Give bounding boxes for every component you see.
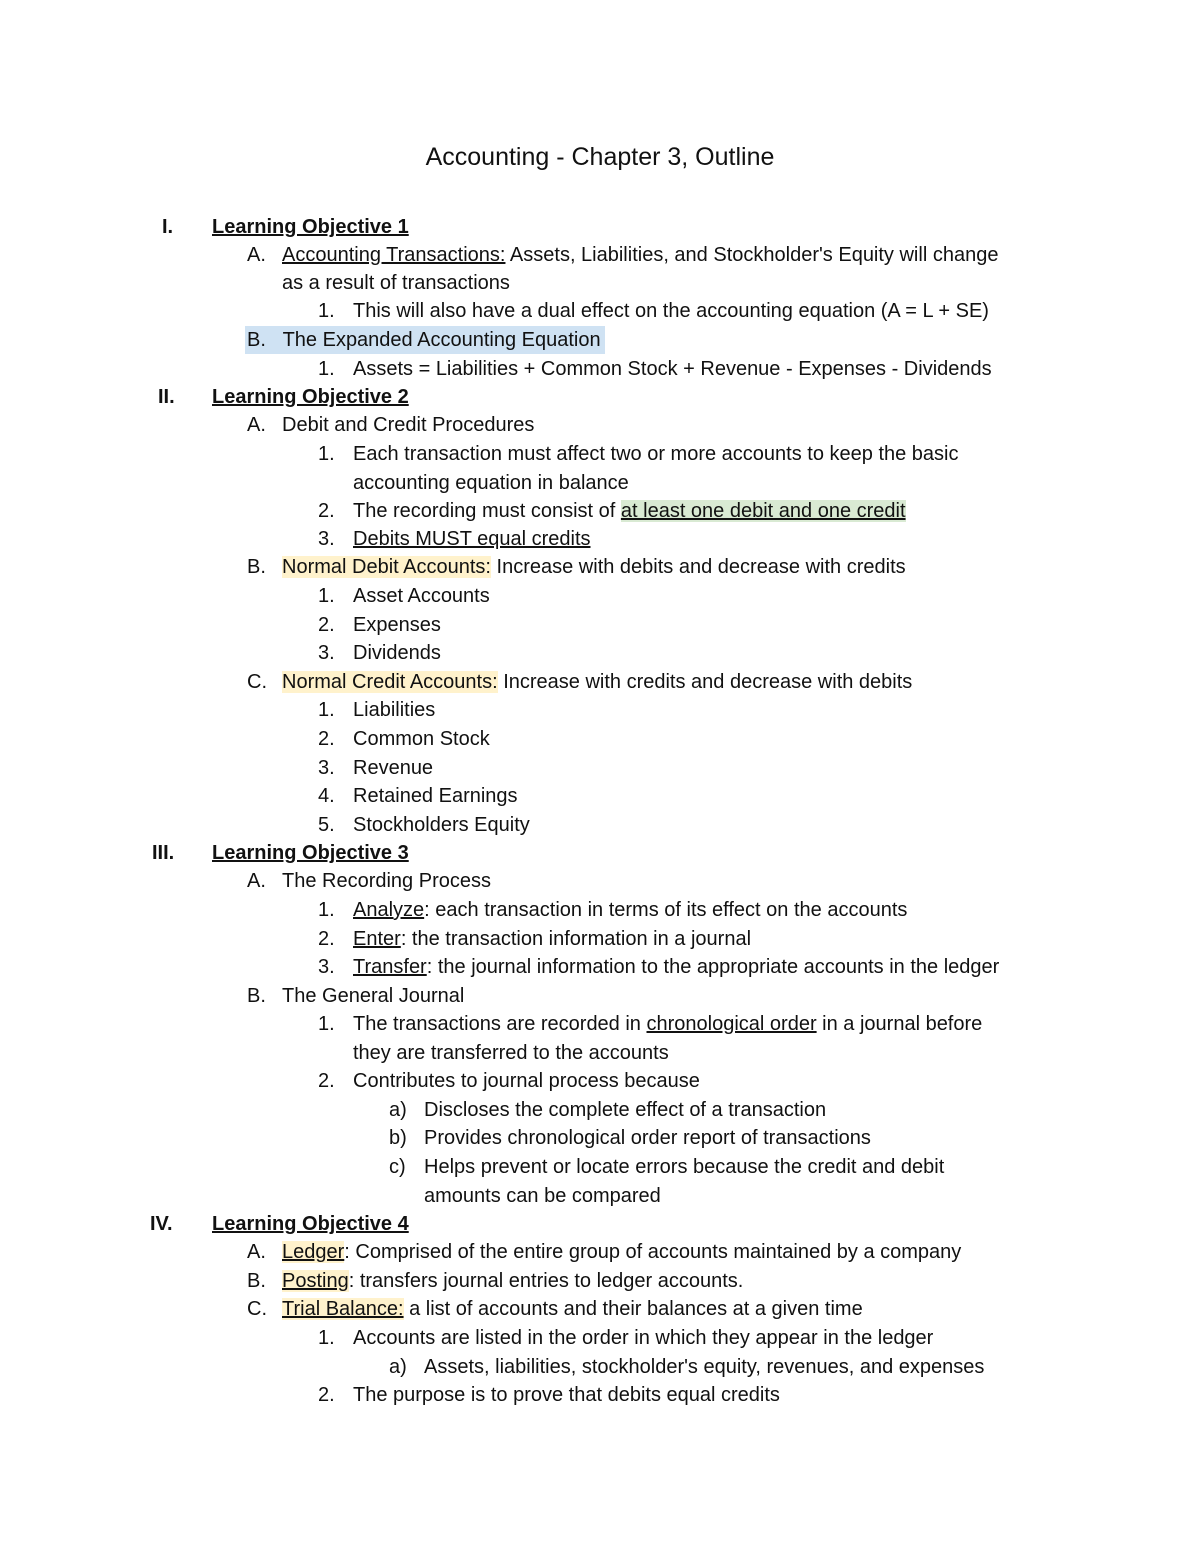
subitem-marker: 2. <box>318 614 335 636</box>
item-continuation: as a result of transactions <box>282 272 510 294</box>
item-marker: C. <box>247 1298 267 1320</box>
item-text: Normal Debit Accounts: Increase with debits and decrease with credits <box>282 556 906 578</box>
term-accounting-transactions: Accounting Transactions: <box>282 244 506 266</box>
subitem-text: Stockholders Equity <box>353 814 530 836</box>
subitem-marker: 1. <box>318 699 335 721</box>
item-marker: A. <box>247 414 266 436</box>
subitem-marker: 1. <box>318 899 335 921</box>
subitem-marker: 1. <box>318 300 335 322</box>
subitem-text: Assets = Liabilities + Common Stock + Revenue - Expenses - Dividends <box>353 358 992 380</box>
subitem-text: Accounts are listed in the order in which they appear in the ledger <box>353 1327 934 1349</box>
subsubitem-text: Provides chronological order report of transactions <box>424 1127 871 1149</box>
subsubitem-text: Discloses the complete effect of a transaction <box>424 1099 827 1121</box>
section-heading-text: Learning Objective 4 <box>212 1213 409 1235</box>
roman-numeral: IV. <box>150 1213 173 1235</box>
subsubitem-marker: b) <box>389 1127 407 1149</box>
subitem-marker: 3. <box>318 757 335 779</box>
item-marker: A. <box>247 1241 266 1263</box>
subitem-marker: 1. <box>318 585 335 607</box>
item-text: The Recording Process <box>282 870 491 892</box>
subsubitem-marker: a) <box>389 1356 407 1378</box>
item-text: Accounting Transactions: Assets, Liabilities, and Stockholder's Equity will change <box>282 244 999 266</box>
subitem-text: Expenses <box>353 614 441 636</box>
subitem-marker: 2. <box>318 928 335 950</box>
subitem-marker: 3. <box>318 528 335 550</box>
roman-numeral: III. <box>152 842 175 864</box>
subitem-marker: 4. <box>318 785 335 807</box>
subitem-text: Asset Accounts <box>353 585 490 607</box>
subitem-marker: 1. <box>318 1013 335 1035</box>
subitem-text: The purpose is to prove that debits equal credits <box>353 1384 780 1406</box>
item-text: The General Journal <box>282 985 465 1007</box>
term-analyze: Analyze <box>353 899 425 921</box>
item-text: Debit and Credit Procedures <box>282 414 535 436</box>
highlighted-term-normal-credit: Normal Credit Accounts: <box>282 671 498 693</box>
term-transfer: Transfer <box>353 956 427 978</box>
subitem-text: Enter: the transaction information in a journal <box>353 928 752 950</box>
subitem-text: The transactions are recorded in chronological order in a journal before <box>353 1013 983 1035</box>
subitem-text: This will also have a dual effect on the accounting equation (A = L + SE) <box>353 300 989 322</box>
term-enter: Enter <box>353 928 401 950</box>
item-marker: B. <box>247 556 266 578</box>
subitem-marker: 1. <box>318 443 335 465</box>
item-marker: A. <box>247 870 266 892</box>
subitem-text: Common Stock <box>353 728 490 750</box>
subsubitem-marker: a) <box>389 1099 407 1121</box>
subitem-text: Analyze: each transaction in terms of its effect on the accounts <box>353 899 908 921</box>
item-marker: B. <box>247 985 266 1007</box>
subitem-continuation: they are transferred to the accounts <box>353 1042 669 1064</box>
item-text: Trial Balance: a list of accounts and their balances at a given time <box>282 1298 863 1320</box>
section-heading-text: Learning Objective 3 <box>212 842 409 864</box>
subitem-text: Debits MUST equal credits <box>353 528 591 550</box>
subitem-text: The recording must consist of at least one debit and one credit <box>353 500 906 522</box>
highlighted-term-posting: Posting <box>282 1270 349 1292</box>
subitem-text: Each transaction must affect two or more accounts to keep the basic <box>353 443 959 465</box>
subitem-marker: 2. <box>318 500 335 522</box>
roman-numeral: II. <box>158 386 175 408</box>
subitem-marker: 3. <box>318 642 335 664</box>
highlighted-item-expanded-equation: B. The Expanded Accounting Equation <box>245 326 605 354</box>
subsubitem-marker: c) <box>389 1156 406 1178</box>
item-text: Posting: transfers journal entries to ledger accounts. <box>282 1270 744 1292</box>
subitem-marker: 3. <box>318 956 335 978</box>
highlighted-term-trial-balance: Trial Balance: <box>282 1298 404 1320</box>
highlighted-term-debit-credit: at least one debit and one credit <box>620 500 906 522</box>
subitem-text: Transfer: the journal information to the appropriate accounts in the ledger <box>353 956 1000 978</box>
section-heading-text: Learning Objective 1 <box>212 216 409 238</box>
item-marker: B. <box>247 1270 266 1292</box>
subsubitem-continuation: amounts can be compared <box>424 1185 661 1207</box>
subitem-text: Liabilities <box>353 699 436 721</box>
term-chronological-order: chronological order <box>646 1013 817 1035</box>
subsubitem-text: Helps prevent or locate errors because the credit and debit <box>424 1156 945 1178</box>
highlighted-term-normal-debit: Normal Debit Accounts: <box>282 556 491 578</box>
item-text: Ledger: Comprised of the entire group of accounts maintained by a company <box>282 1241 962 1263</box>
subitem-marker: 1. <box>318 1327 335 1349</box>
roman-numeral: I. <box>162 216 174 238</box>
subitem-marker: 2. <box>318 1070 335 1092</box>
item-marker: A. <box>247 244 266 266</box>
subitem-marker: 2. <box>318 728 335 750</box>
section-heading-text: Learning Objective 2 <box>212 386 409 408</box>
subitem-text: Dividends <box>353 642 441 664</box>
subitem-text: Retained Earnings <box>353 785 518 807</box>
highlighted-term-ledger: Ledger <box>282 1241 345 1263</box>
document-title: Accounting - Chapter 3, Outline <box>425 143 775 171</box>
subitem-marker: 5. <box>318 814 335 836</box>
subitem-text: Contributes to journal process because <box>353 1070 700 1092</box>
subitem-marker: 2. <box>318 1384 335 1406</box>
subitem-marker: 1. <box>318 358 335 380</box>
item-marker: C. <box>247 671 267 693</box>
subitem-text: Revenue <box>353 757 434 779</box>
subsubitem-text: Assets, liabilities, stockholder's equity, revenues, and expenses <box>424 1356 985 1378</box>
subitem-continuation: accounting equation in balance <box>353 472 629 494</box>
item-text: Normal Credit Accounts: Increase with credits and decrease with debits <box>282 671 913 693</box>
